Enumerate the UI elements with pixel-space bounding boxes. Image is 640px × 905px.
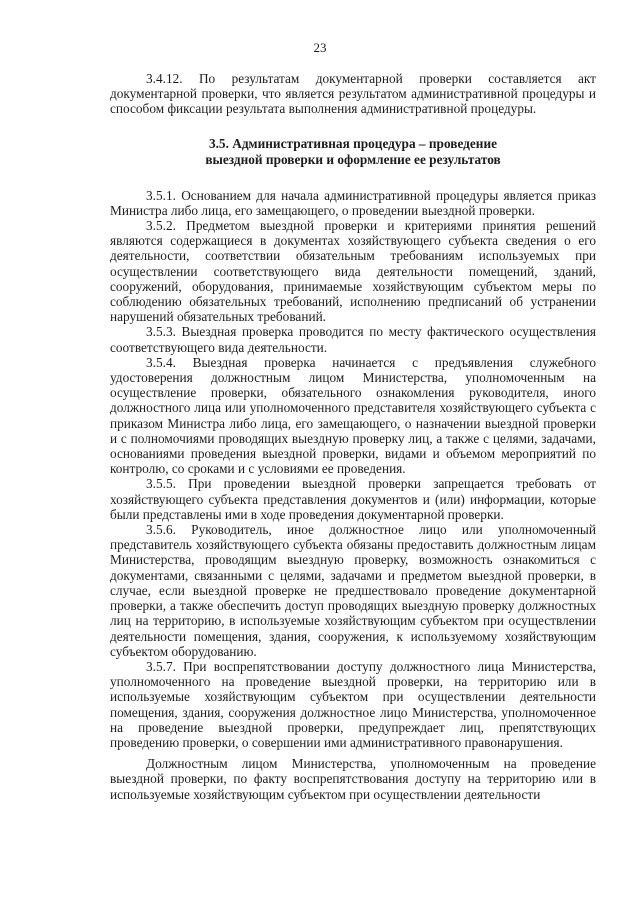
- paragraph-3-5-2: 3.5.2. Предметом выездной проверки и критериями принятия решений являются содержащиеся в документах хозяйствующего субъекта сведения о его деятельности, соответствии обязательным требованиям используемых при осуществлении соответствующего вида деятельности помещений, зданий, сооружений, оборудования, принимаемые хозяйствующим субъектом меры по соблюдению обязательных требований, исполнению предписаний об устранении нарушений обязательных требований.: [110, 218, 596, 325]
- section-heading-line-1: 3.5. Административная процедура – проведение: [208, 135, 498, 151]
- paragraph-3-5-5: 3.5.5. При проведении выездной проверки запрещается требовать от хозяйствующего субъекта представления документов и (или) информации, которые были представлены ими в ходе проведения документарной проверки.: [110, 476, 596, 522]
- paragraph-3-5-1: 3.5.1. Основанием для начала административной процедуры является приказ Министра либо лица, его замещающего, о проведении выездной проверки.: [110, 187, 596, 218]
- paragraph-3-5-3: 3.5.3. Выездная проверка проводится по месту фактического осуществления соответствующего вида деятельности.: [110, 324, 596, 355]
- page-number: 23: [313, 40, 327, 55]
- paragraph-continuation: Должностным лицом Министерства, уполномоченным на проведение выездной проверки, по факту воспрепятствования доступу на территорию или в используемые хозяйствующим субъектом при осуществлении деятельности: [110, 756, 596, 802]
- paragraph-3-5-7: 3.5.7. При воспрепятствовании доступу должностного лица Министерства, уполномоченного на проведение выездной проверки, на территорию или в используемые хозяйствующим субъектом при осуществлении деятельности помещения, здания, сооружения должностное лицо Министерства, уполномоченное на проведение выездной проверки, предупреждает лиц, препятствующих проведению проверки, о совершении ими административного правонарушения.: [110, 658, 596, 750]
- document-body: [110, 71, 596, 802]
- section-heading-line-2: выездной проверки и оформление ее результатов: [205, 151, 501, 167]
- paragraph-3-5-6: 3.5.6. Руководитель, иное должностное лицо или уполномоченный представитель хозяйствующего субъекта обязаны предоставить должностным лицам Министерства, проводящим выездную проверку, возможность ознакомиться с документами, связанными с целями, задачами и предметом выездной проверки, в случае, если выездной проверке не предшествовало проведение документарной проверки, а также обеспечить доступ проводящих выездную проверку должностных лиц на территорию, в используемые хозяйствующим субъектом при осуществлении деятельности помещения, здания, сооружения, к используемому хозяйствующим субъектом оборудованию.: [110, 522, 596, 659]
- paragraph-3-4-12: 3.4.12. По результатам документарной проверки составляется акт документарной проверки, что является результатом административной процедуры и способом фиксации результата выполнения административной процедуры.: [110, 71, 596, 117]
- paragraph-3-5-4: 3.5.4. Выездная проверка начинается с предъявления служебного удостоверения должностным лицом Министерства, уполномоченным на осуществление проверки, обязательного ознакомления руководителя, иного должностного лица или уполномоченного представителя хозяйствующего субъекта с приказом Министра либо лица, его замещающего, о назначении выездной проверки и с полномочиями проводящих выездную проверку лиц, а также с целями, задачами, основаниями проведения выездной проверки, видами и объемом мероприятий по контролю, со сроками и с условиями ее проведения.: [110, 354, 596, 477]
- section-heading: [110, 136, 596, 168]
